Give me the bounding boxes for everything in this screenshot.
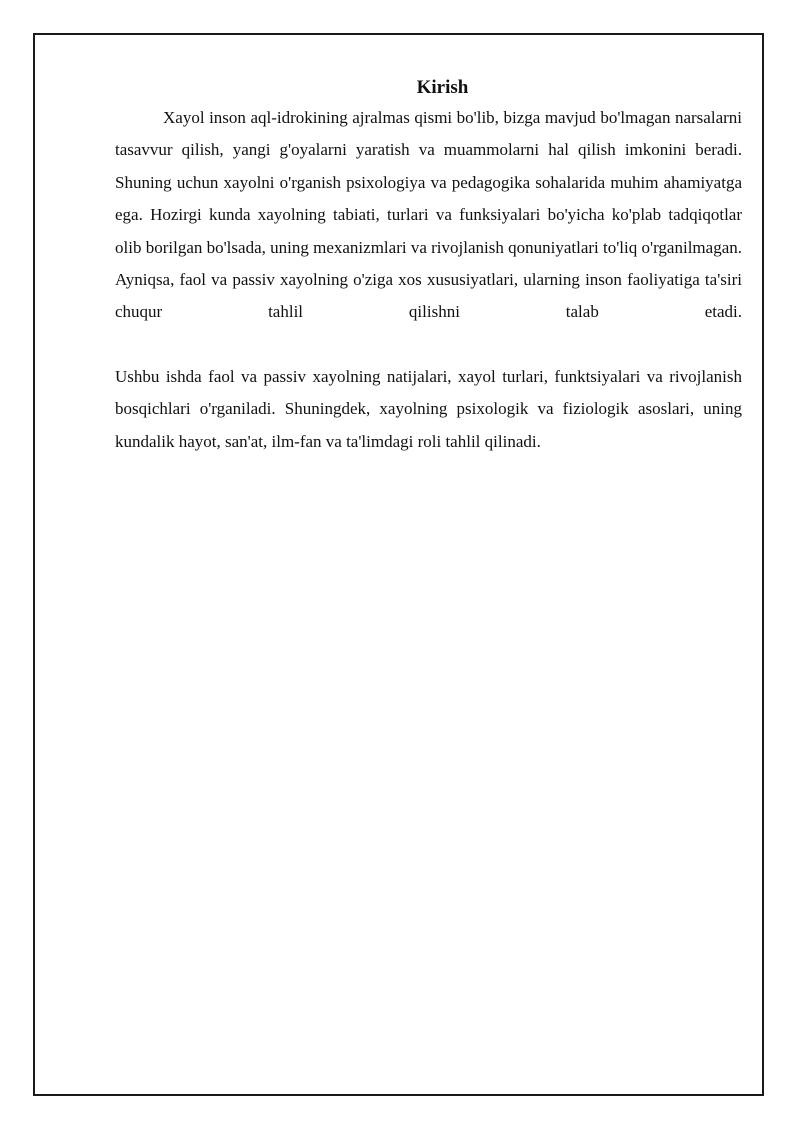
paragraph-intro: Xayol inson aql-idrokining ajralmas qismi bo'lib, bizga mavjud bo'lmagan narsalarni tasavvur qilish, yangi g'oyalarni yaratish va muammolarni hal qilish imkonini beradi. Shuning uchun xayolni o'rganish psixologiya va pedagogika sohalarida muhim ahamiyatga ega. Hozirgi kunda xayolning tabiati, turlari va funksiyalari bo'yicha ko'plab tadqiqotlar olib borilgan bo'lsada, uning mexanizmlari va rivojlanish qonuniyatlari to'liq o'rganilmagan. Ayniqsa, faol va passiv xayolning o'ziga xos xususiyatlari, ularning inson faoliyatiga ta'siri chuqur tahlil qilishni talab etadi.	[115, 108, 742, 322]
paragraph-scope: Ushbu ishda faol va passiv xayolning natijalari, xayol turlari, funktsiyalari va rivojlanish bosqichlari o'rganiladi. Shuningdek, xayolning psixologik va fiziologik asoslari, uning kundalik hayot, san'at, ilm-fan va ta'limdagi roli tahlil qilinadi.	[115, 366, 742, 451]
paragraph-gap	[115, 329, 742, 361]
document-title: Kirish	[416, 77, 469, 98]
document-body	[115, 74, 742, 458]
